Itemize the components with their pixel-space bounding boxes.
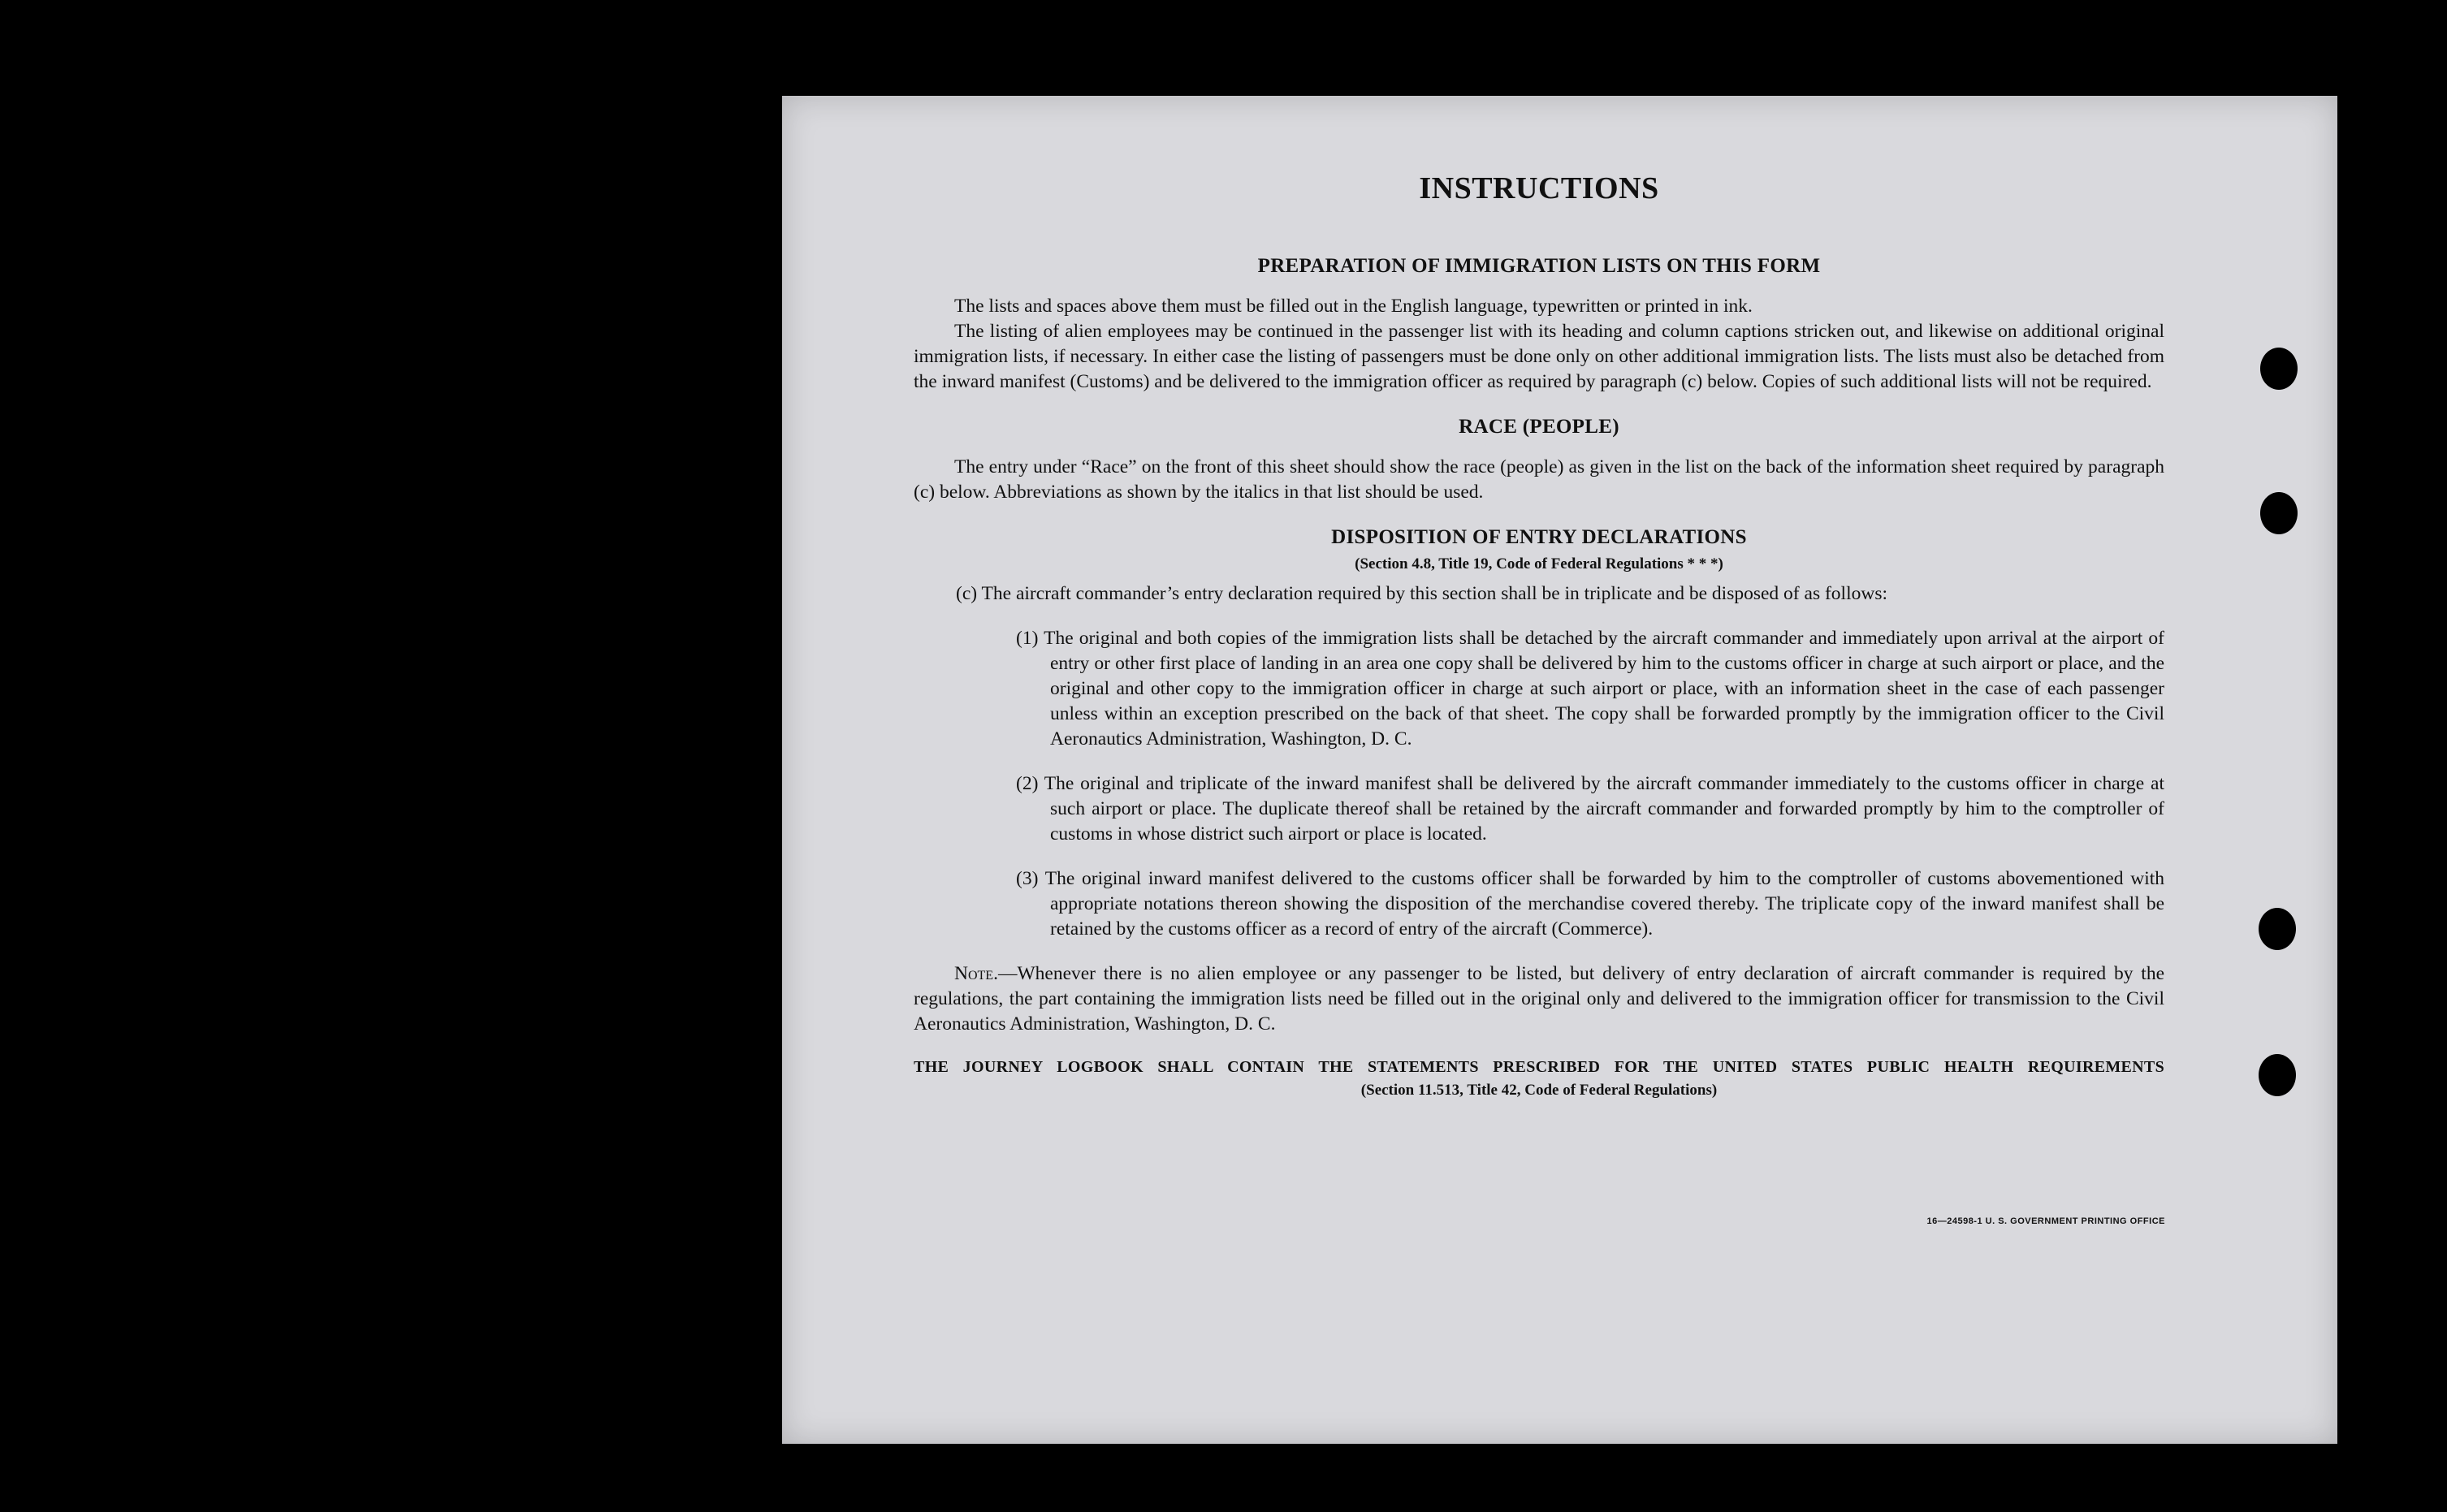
list-item-3: (3) The original inward manifest delivered to the customs officer shall be forwarded by him to the comptroller of customs abovementioned with appropriate notations thereon showing the disposition of the merchandise covered thereby. The triplicate copy of the inward manifest shall be retained by the customs officer as a record of entry of the aircraft (Commerce).	[1016, 868, 2164, 940]
logbook-statement: THE JOURNEY LOGBOOK SHALL CONTAIN THE STATEMENTS PRESCRIBED FOR THE UNITED STATES PUBLIC HEALTH REQUIREMENTS	[914, 1058, 2164, 1076]
punch-hole	[2259, 908, 2296, 950]
list-item-1: (1) The original and both copies of the immigration lists shall be detached by the aircraft commander and immediately upon arrival at the airport of entry or other first place of landing in an area one copy shall be delivered by him to the customs officer in charge at such airport or place, and the original and other copy to the immigration officer in charge at such airport or place, with an information sheet in the case of each passenger unless within an exception prescribed on the back of that sheet. The copy shall be forwarded promptly by the immigration officer to the Civil Aeronautics Administration, Washington, D. C.	[1016, 628, 2164, 750]
section-citation: (Section 4.8, Title 19, Code of Federal Regulations * * *)	[1355, 555, 1723, 572]
page-title: INSTRUCTIONS	[1419, 171, 1659, 205]
section-heading-disposition: DISPOSITION OF ENTRY DECLARATIONS	[1331, 526, 1747, 548]
punch-hole	[2260, 348, 2298, 390]
note-text: Whenever there is no alien employee or any passenger to be listed, but delivery of entry declaration of aircraft commander is required by the regulations, the part containing the immigration lists need be filled out in the original only and delivered to the immigration officer for transmission to the Civil Aeronautics Administration, Washington, D. C.	[914, 963, 2164, 1035]
logbook-citation: (Section 11.513, Title 42, Code of Federal Regulations)	[1360, 1082, 1718, 1099]
section-heading-preparation: PREPARATION OF IMMIGRATION LISTS ON THIS FORM	[1257, 255, 1821, 277]
section-heading-race: RACE (PEOPLE)	[1459, 416, 1619, 438]
paragraph-race-entry: The entry under “Race” on the front of this sheet should show the race (people) as given in the list on the back of the information sheet required by paragraph (c) below. Abbreviations as shown by the italics in that list should be used.	[914, 456, 2164, 503]
document-page	[782, 96, 2337, 1444]
paragraph-c: (c) The aircraft commander’s entry declaration required by this section shall be in triplicate and be disposed of as follows:	[956, 583, 1887, 604]
paragraph-alien-employees: The listing of alien employees may be continued in the passenger list with its heading and column captions stricken out, and likewise on additional original immigration lists, if necessary. In either case the listing of passengers must be done only on other additional immigration lists. The lists must also be detached from the inward manifest (Customs) and be delivered to the immigration officer as required by paragraph (c) below. Copies of such additional lists will not be required.	[914, 321, 2164, 392]
paragraph-english-language: The lists and spaces above them must be filled out in the English language, typewritten or printed in ink.	[954, 296, 1753, 317]
note-label: Note.—	[954, 963, 1018, 984]
note-paragraph	[914, 961, 2164, 1037]
punch-hole	[2260, 492, 2298, 534]
punch-hole	[2259, 1054, 2296, 1096]
instructions-content	[914, 171, 2164, 1099]
list-item-2: (2) The original and triplicate of the inward manifest shall be delivered by the aircraft commander immediately to the customs officer in charge at such airport or place. The duplicate thereof shall be retained by the aircraft commander and forwarded promptly by him to the comptroller of customs in whose district such airport or place is located.	[1016, 773, 2164, 845]
printer-imprint: 16—24598-1 U. S. GOVERNMENT PRINTING OFFICE	[1926, 1216, 2165, 1226]
